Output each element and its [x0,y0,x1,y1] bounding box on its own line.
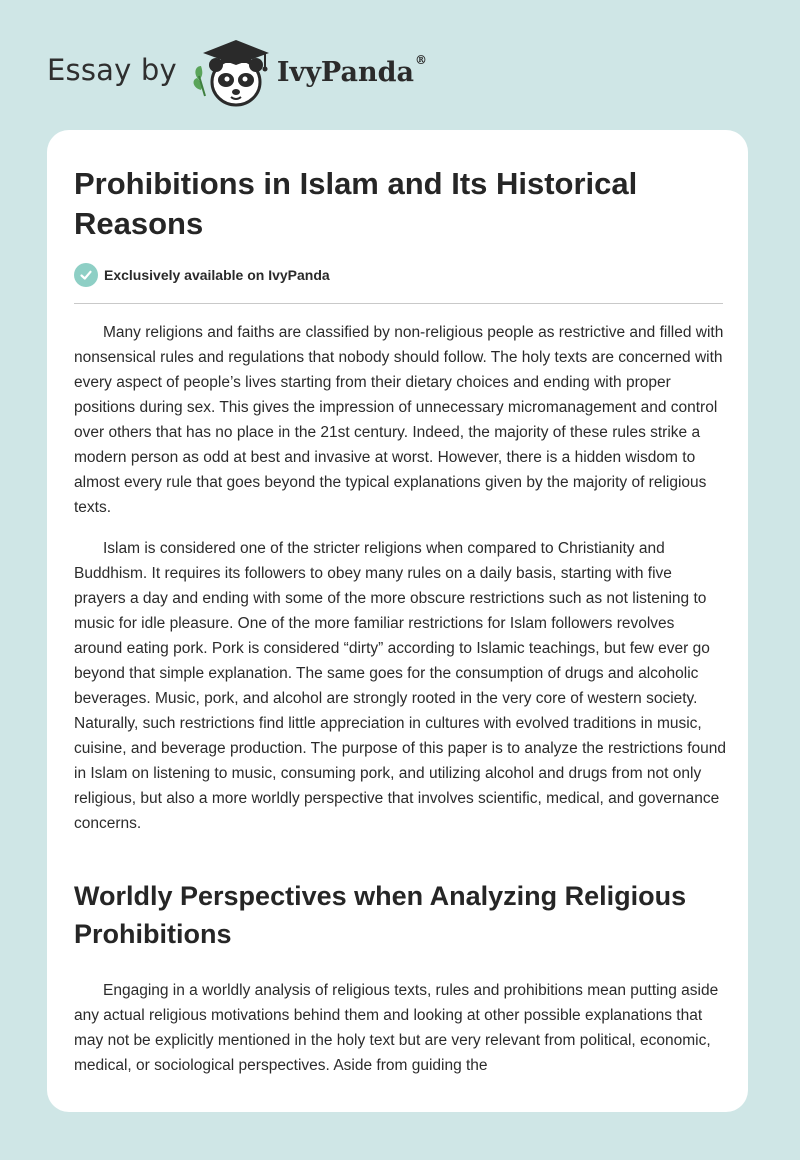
section-heading: Worldly Perspectives when Analyzing Religious Prohibitions [74,881,687,949]
brand-prefix: Essay by [47,53,177,87]
section-paragraph: Engaging in a worldly analysis of religious texts, rules and prohibitions mean putting aside any actual religious motivations behind them and looking at other possible explanations that may not be explicitly mentioned in the holy text but are very relevant from political, economic, medical, or sociological perspectives. Aside from guiding the [74,982,719,1074]
page-title: Prohibitions in Islam and Its Historical Reasons [74,166,638,241]
check-circle-icon [74,263,98,287]
site-header [47,36,427,110]
badge-label: Exclusively available on IvyPanda [104,267,330,283]
paragraph-1: Many religions and faiths are classified by non-religious people as restrictive and filled with nonsensical rules and regulations that nobody should follow. The holy texts are concerned with every aspect of people’s lives starting from their dietary choices and ending with proper positions during sex. This gives the impression of unnecessary micromanagement and control over others that has no place in the 21st century. Indeed, the majority of these rules strike a modern person as odd at best and invasive at worst. However, there is a hidden wisdom to almost every rule that goes beyond the typical explanations given by the majority of religious texts. [74,324,724,516]
paragraph-2: Islam is considered one of the stricter religions when compared to Christianity and Buddhism. It requires its followers to obey many rules on a daily basis, starting with five prayers a day and ending with some of the more obscure restrictions such as not listening to music for idle pleasure. One of the more familiar restrictions for Islam followers revolves around eating pork. Pork is considered “dirty” according to Islamic teachings, but few ever go beyond that simple explanation. The same goes for the consumption of drugs and alcoholic beverages. Music, pork, and alcohol are strongly rooted in the very core of western society. Naturally, such restrictions find little appreciation in cultures with evolved traditions in music, cuisine, and beverage production. The purpose of this paper is to analyze the restrictions found in Islam on listening to music, consuming pork, and utilizing alcohol and drugs from not only religious, but also a more worldly perspective that involves scientific, medical, and governance concerns. [74,540,726,832]
divider [74,303,723,304]
essay-card [47,130,748,1112]
brand-name-text: IvyPanda [276,56,414,88]
exclusive-badge [74,263,330,287]
registered-mark: ® [414,52,427,67]
brand-name [276,52,427,88]
panda-graduate-icon [191,36,273,110]
